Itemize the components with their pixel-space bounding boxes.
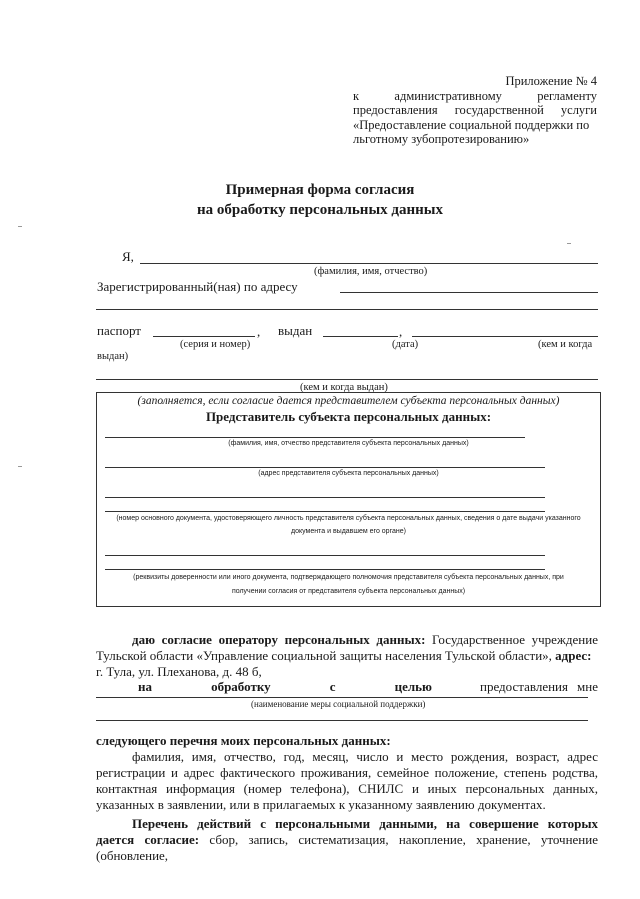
representative-box	[96, 392, 601, 607]
registered-label: Зарегистрированный(ная) по адресу	[97, 279, 298, 294]
scan-mark	[18, 226, 22, 227]
actions-text: сбор, запись, систематизация, накопление, хранение, уточнение (обновление,	[96, 832, 598, 863]
appendix-line-4: льготному зубопротезированию»	[353, 132, 530, 147]
word: обработку	[211, 679, 271, 694]
word: услуги	[560, 103, 597, 118]
title-line-1: Примерная форма согласия	[225, 182, 415, 198]
scan-mark	[18, 466, 22, 467]
issuer-caption-full: (кем и когда выдан)	[300, 382, 388, 393]
list-text: фамилия, имя, отчество, год, месяц, число и место рождения, возраст, адрес регистрации и адрес фактического проживания, семейное положение, степень родства, контактная информация (номер телефона), СНИЛС и иных персональных данных, указанных в заявлении, или в прилагаемых к указанному заявлению документах.	[96, 749, 598, 812]
word: с	[329, 679, 336, 694]
measure-field-1[interactable]	[96, 697, 588, 698]
word: мне	[577, 679, 598, 694]
series-caption: (серия и номер)	[180, 339, 251, 350]
actions-paragraph	[96, 816, 598, 864]
passport-date-field[interactable]	[323, 336, 398, 337]
address-field-2[interactable]	[96, 309, 598, 310]
word: предоставления	[353, 103, 438, 118]
operator-text: Государственное учреждение Тульской области «Управление социальной защиты населения Тульской области»,	[96, 632, 598, 663]
issuer-caption: (кем и когда	[538, 339, 593, 350]
comma: ,	[257, 324, 261, 339]
rep-power-field-1[interactable]	[105, 555, 545, 556]
appendix-line-3: «Предоставление социальной поддержки по	[353, 117, 590, 132]
word: к	[353, 88, 360, 103]
appendix-number: Приложение № 4	[505, 74, 597, 88]
representative-heading: Представитель субъекта персональных данных:	[205, 409, 492, 424]
rep-doc-field-1[interactable]	[105, 497, 545, 498]
word: предоставления	[480, 679, 568, 694]
issued-label: выдан	[278, 323, 313, 338]
fio-caption: (фамилия, имя, отчество)	[314, 266, 428, 277]
address-field-1[interactable]	[340, 292, 598, 293]
operator-address: г. Тула, ул. Плеханова, д. 48 б,	[96, 664, 262, 679]
appendix-line-2	[353, 103, 597, 118]
appendix-line-1	[353, 89, 597, 104]
fio-field[interactable]	[140, 263, 598, 264]
i-label: Я,	[122, 249, 134, 264]
actions-bold: Перечень действий с персональными данными, на совершение которых дается согласие:	[96, 816, 598, 847]
rep-address-caption: (адрес представителя субъекта персональных данных)	[258, 470, 439, 477]
rep-doc-caption-2: документа и выдавшем его органе)	[291, 528, 406, 535]
word: регламенту	[537, 88, 597, 103]
title-line-2: на обработку персональных данных	[197, 202, 443, 218]
rep-power-field-2[interactable]	[105, 569, 545, 570]
rep-power-caption-2: получении согласия от представителя субъекта персональных данных)	[231, 588, 466, 595]
word: административному	[394, 88, 502, 103]
word: государственной	[454, 103, 544, 118]
rep-doc-caption-1: (номер основного документа, удостоверяющего личность представителя субъекта персональных данных, сведения о дате выдачи указанного	[116, 515, 581, 522]
scan-mark	[567, 243, 571, 244]
rep-power-caption-1: (реквизиты доверенности или иного документа, подтверждающего полномочия представителя субъекта персональных данных, при	[133, 574, 564, 581]
passport-series-field[interactable]	[153, 336, 255, 337]
measure-field-2[interactable]	[96, 720, 588, 721]
consent-bold: даю согласие оператору персональных данных:	[132, 632, 426, 647]
purpose-bold-words	[96, 679, 432, 695]
address-bold: адрес:	[551, 648, 592, 663]
measure-caption: (наименование меры социальной поддержки)	[251, 699, 426, 709]
word: на	[138, 679, 152, 694]
passport-label: паспорт	[97, 323, 141, 338]
consent-paragraph	[96, 632, 598, 664]
rep-address-field[interactable]	[105, 467, 545, 468]
issuer-caption-cont: выдан)	[97, 351, 129, 362]
document-title	[0, 180, 640, 220]
passport-issuer-field[interactable]	[412, 336, 598, 337]
rep-fio-field[interactable]	[105, 437, 525, 438]
date-caption: (дата)	[392, 339, 419, 350]
purpose-tail	[432, 679, 598, 695]
rep-doc-field-2[interactable]	[105, 511, 545, 512]
representative-note: (заполняется, если согласие дается представителем субъекта персональных данных)	[137, 395, 560, 407]
comma: ,	[399, 324, 403, 339]
purpose-line	[96, 679, 598, 695]
rep-fio-caption: (фамилия, имя, отчество представителя субъекта персональных данных)	[228, 440, 469, 447]
word: целью	[394, 679, 432, 694]
appendix-header	[353, 74, 597, 147]
issuer-field-2[interactable]	[96, 379, 598, 380]
list-heading: следующего перечня моих персональных данных:	[96, 733, 391, 748]
